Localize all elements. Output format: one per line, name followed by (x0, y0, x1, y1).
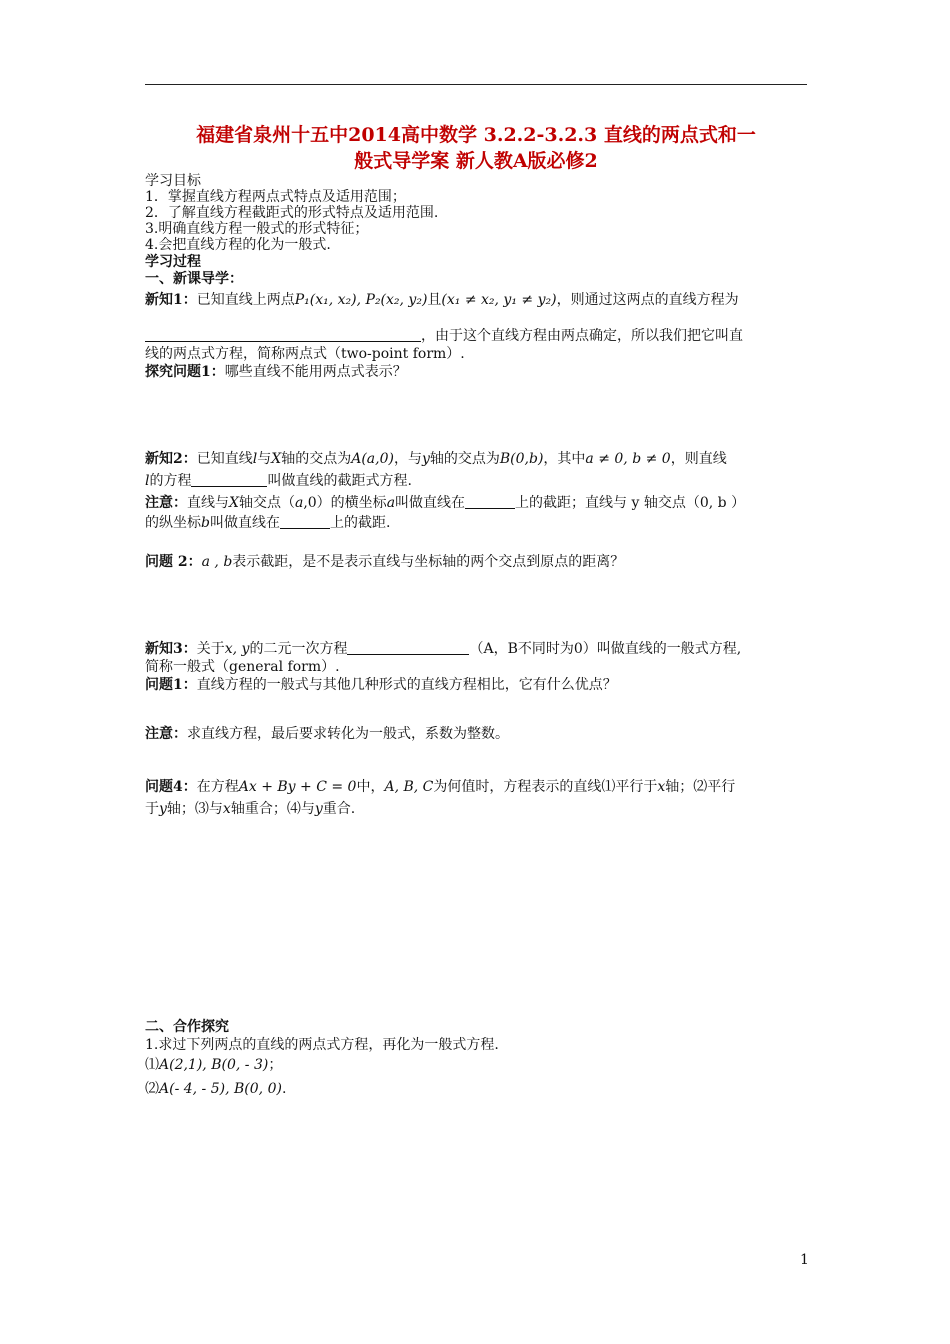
ex1-math: A(2,1), B(0, - 3) (159, 1057, 269, 1073)
question-4-line2 (145, 800, 355, 818)
note1-text: ,0）的横坐标 (303, 495, 387, 511)
goal-item: 4.会把直线方程的化为一般式. (145, 237, 331, 253)
k2-math: l (252, 451, 258, 467)
q3-text: 直线方程的一般式与其他几种形式的直线方程相比，它有什么优点？ (196, 677, 617, 693)
q4-math: Ax + By + C = 0 (238, 779, 357, 795)
k3-text: 关于 (196, 641, 225, 657)
note-1-line2 (145, 514, 390, 532)
k2-text: ，则直线 (670, 451, 727, 467)
knowledge-1 (145, 291, 739, 309)
note1-text: 轴交点（ (238, 495, 295, 511)
q2-label: 问题 2： (145, 554, 202, 570)
fill-blank[interactable] (145, 327, 421, 342)
q4-math: y (314, 801, 323, 817)
note-1 (145, 494, 745, 512)
k2-math: A(a,0) (351, 451, 394, 467)
q4-math: x (657, 779, 666, 795)
k2-text: 轴的交点为 (429, 451, 500, 467)
ex1-text: ； (268, 1057, 283, 1073)
note1-text: 上的截距；直线与 y 轴交点（0, b ） (515, 495, 746, 511)
k2-text: ，与 (393, 451, 422, 467)
note1-math: a (386, 495, 396, 511)
ex1-number: ⑵ (145, 1081, 159, 1097)
k1-condition-math: (x₁ ≠ x₂, y₁ ≠ y₂) (441, 292, 557, 308)
q4-text: 轴；⑵平行 (665, 779, 736, 795)
question-2 (145, 553, 624, 571)
q4-text: 于 (145, 801, 159, 817)
knowledge-3-line2: 简称一般式（general form）. (145, 659, 340, 675)
note1-text: 直线与 (187, 495, 229, 511)
q2-math: a , b (201, 554, 233, 570)
note1-math: a (294, 495, 304, 511)
q4-text: 在方程 (196, 779, 239, 795)
ex1-text: . (281, 1081, 287, 1097)
note1-math: b (201, 515, 210, 531)
question-1 (145, 363, 407, 381)
note1-text: 的纵坐标 (145, 515, 201, 531)
note2-label: 注意： (145, 726, 187, 742)
title-line-1: 福建省泉州十五中2014高中数学 3.2.2-3.2.3 直线的两点式和一 (196, 124, 756, 146)
fill-blank[interactable] (347, 640, 469, 655)
document-title (145, 122, 807, 174)
ex1-number: ⑴ (145, 1057, 159, 1073)
knowledge-1-line3: 线的两点式方程，简称两点式（two-point form）. (145, 346, 465, 362)
k2-text: ，其中 (543, 451, 586, 467)
note1-label: 注意： (145, 495, 187, 511)
q1-text: 哪些直线不能用两点式表示？ (224, 364, 407, 380)
q4-text: 重合. (322, 801, 356, 817)
knowledge-1-line2 (145, 327, 743, 345)
fill-blank[interactable] (191, 472, 267, 487)
k2-text: 叫做直线的截距式方程. (267, 473, 412, 489)
question-3 (145, 676, 617, 694)
k2-math: B(0,b) (499, 451, 544, 467)
goal-item: 1．掌握直线方程两点式特点及适用范围； (145, 189, 406, 205)
k1-text: 已知直线上两点 (196, 292, 295, 308)
goal-item: 2．了解直线方程截距式的形式特点及适用范围. (145, 205, 439, 221)
knowledge-2 (145, 450, 727, 468)
header-rule (145, 84, 807, 85)
fill-blank[interactable] (465, 494, 515, 509)
k2-math: X (271, 451, 282, 467)
knowledge-3 (145, 640, 741, 658)
note1-text: 叫做直线在 (395, 495, 466, 511)
process-heading: 学习过程 (145, 254, 201, 270)
q4-text: 轴重合；⑷与 (230, 801, 315, 817)
k2-text: 与 (257, 451, 272, 467)
fill-blank[interactable] (280, 514, 330, 529)
k1-text: ，则通过这两点的直线方程为 (556, 292, 739, 308)
q4-text: 为何值时，方程表示的直线⑴平行于 (433, 779, 658, 795)
note1-math: X (229, 495, 239, 511)
k2-text: 的方程 (149, 473, 192, 489)
q1-label: 探究问题1： (145, 364, 225, 380)
exercise-1: 1.求过下列两点的直线的两点式方程，再化为一般式方程. (145, 1037, 499, 1053)
k2-math: y (421, 451, 430, 467)
k2-math: l (145, 473, 150, 489)
goal-item: 3.明确直线方程一般式的形式特征； (145, 221, 369, 237)
k3-label: 新知3： (145, 641, 197, 657)
k1-points-math: P₁(x₁, x₂), P₂(x₂, y₂) (294, 292, 428, 308)
note2-text: 求直线方程，最后要求转化为一般式，系数为整数。 (187, 726, 509, 742)
k1-label: 新知1： (145, 292, 197, 308)
q4-math: A, B, C (384, 779, 434, 795)
knowledge-2-line2 (145, 472, 412, 490)
q4-math: y (159, 801, 167, 817)
q2-text: 表示截距，是不是表示直线与坐标轴的两个交点到原点的距离？ (232, 554, 625, 570)
k1-text: 且 (427, 292, 442, 308)
q4-label: 问题4： (145, 779, 197, 795)
k2-math: a ≠ 0, b ≠ 0 (585, 451, 671, 467)
exercise-1a (145, 1056, 282, 1074)
exercise-1b (145, 1080, 286, 1098)
goals-heading: 学习目标 (145, 173, 201, 189)
k2-label: 新知2： (145, 451, 197, 467)
k1-text: ，由于这个直线方程由两点确定，所以我们把它叫直 (421, 328, 743, 344)
page-number: 1 (800, 1252, 809, 1268)
section1-heading: 一、新课导学： (145, 271, 243, 287)
k2-text: 已知直线 (196, 451, 253, 467)
title-line-2: 般式导学案 新人教A版必修2 (354, 150, 598, 172)
note1-text: 叫做直线在 (209, 515, 280, 531)
note-2 (145, 725, 509, 743)
q3-label: 问题1： (145, 677, 197, 693)
q4-text: 中， (356, 779, 385, 795)
k3-math: x, y (224, 641, 250, 657)
section2-heading: 二、合作探究 (145, 1019, 229, 1035)
k3-text: （A，B不同时为0）叫做直线的一般式方程, (469, 641, 742, 657)
q4-math: x (222, 801, 231, 817)
ex1-math: A(- 4, - 5), B(0, 0) (159, 1081, 282, 1097)
k2-text: 轴的交点为 (281, 451, 352, 467)
k3-text: 的二元一次方程 (249, 641, 348, 657)
question-4 (145, 778, 735, 796)
q4-text: 轴；⑶与 (166, 801, 223, 817)
note1-text: 上的截距. (329, 515, 391, 531)
